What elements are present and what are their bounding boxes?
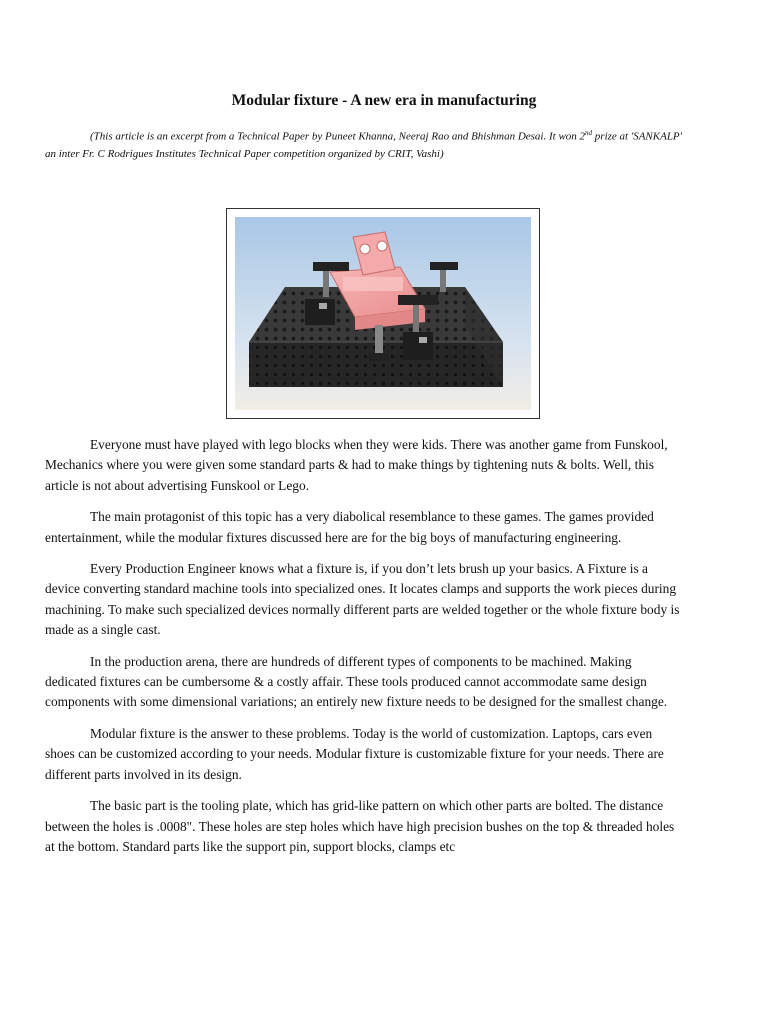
excerpt-text-end: prize at 'SANKALP' an inter Fr. C Rodrigues Institutes Technical Paper competition organized by CRIT, Vashi) <box>45 130 683 160</box>
paragraph-3: Every Production Engineer knows what a fixture is, if you don’t lets brush up your basics. A Fixture is a device converting standard machine tools into specialized ones. It locates clamps and supports the work pieces during machining. To make such specialized devices normally different parts are welded together or the whole fixture body is made as a single cast. <box>45 561 680 638</box>
paragraph-5: Modular fixture is the answer to these problems. Today is the world of customization. Laptops, cars even shoes can be customized according to your needs. Modular fixture is customizable fixture for your needs. There are different parts involved in its design. <box>45 725 664 782</box>
excerpt-text-start: (This article is an excerpt from a Technical Paper by Puneet Khanna, Neeraj Rao and Bhishman Desai. It won 2 <box>90 130 586 143</box>
paragraph-6: The basic part is the tooling plate, which has grid-like pattern on which other parts are bolted. The distance between the holes is .0008". These holes are step holes which have high precision bushes on the top & threaded holes at the bottom. Standard parts like the support pin, support blocks, clamps etc <box>45 798 675 854</box>
excerpt-superscript: nd <box>585 129 593 137</box>
article-body <box>45 435 685 868</box>
paragraph-4: In the production arena, there are hundreds of different types of components to be machined. Making dedicated fixtures can be cumbersome & a costly affair. These tools produced cannot accommodate same design components with some dimensional variations; an entirely new fixture needs to be designed for the smallest change. <box>45 653 668 710</box>
paragraph-1: Everyone must have played with lego blocks when they were kids. There was another game from Funskool, Mechanics where you were given some standard parts & had to make things by tightening nuts & bolts. Well, this article is not about advertising Funskool or Lego. <box>45 437 668 493</box>
paragraph-2: The main protagonist of this topic has a very diabolical resemblance to these games. The games provided entertainment, while the modular fixtures discussed here are for the big boys of manufacturing engineering. <box>45 509 654 545</box>
document-title: Modular fixture - A new era in manufacturing <box>231 92 537 109</box>
modular-fixture-illustration <box>235 217 531 410</box>
excerpt-note <box>45 125 685 163</box>
fixture-figure <box>226 208 540 419</box>
